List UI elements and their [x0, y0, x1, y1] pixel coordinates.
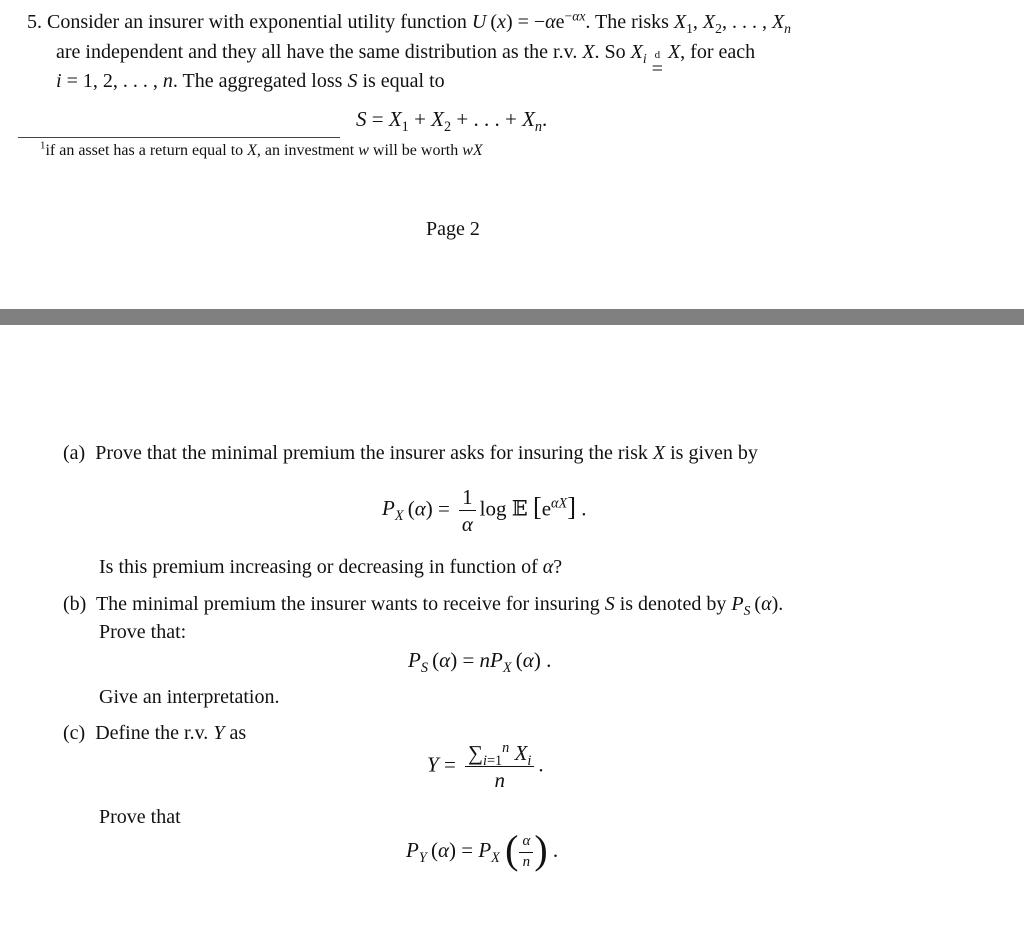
- problem-line3-end: is equal to: [362, 70, 445, 92]
- part-b-label: (b): [63, 593, 87, 615]
- problem-number: 5.: [27, 11, 42, 33]
- part-c-prove: Prove that: [99, 806, 181, 828]
- footnote-end: will be worth: [372, 142, 459, 159]
- footnote-marker: 1: [40, 139, 46, 152]
- part-a-label: (a): [63, 442, 86, 464]
- part-a-line: (a) Prove that the minimal premium the insurer asks for insuring the risk X is given by: [63, 442, 758, 464]
- problem-line-2: are independent and they all have the same distribution as the r.v. X. So $X_i$ d = X, for each: [56, 41, 756, 80]
- footnote-rule: [18, 137, 340, 138]
- problem-line2-so: . So: [594, 41, 626, 63]
- part-a-question-text: Is this premium increasing or decreasing in function of: [99, 556, 538, 578]
- part-b-prove: Prove that:: [99, 621, 187, 643]
- page-label: Page 2: [426, 218, 480, 240]
- part-c-line: (c) Define the r.v. Y as: [63, 722, 247, 744]
- part-a-question: Is this premium increasing or decreasing in function of α?: [99, 556, 563, 578]
- problem-line-3: i = 1, 2, . . . , n. The aggregated loss S is equal to: [56, 70, 445, 92]
- problem-line-1: 5. Consider an insurer with exponential utility function U $(x) = -\alpha e^{-\alpha x}$. The risks $X_1$, $X_2$, . . . , $X_n$: [27, 8, 791, 36]
- problem-line2-text: are independent and they all have the same distribution as the r.v.: [56, 41, 578, 63]
- problem-line1-mid: . The risks: [585, 11, 669, 33]
- footnote-text: if an asset has a return equal to: [45, 142, 244, 159]
- y-definition-formula: Y = $\frac{\sum_{i=1}^n X_i}{n}$ .: [427, 740, 544, 793]
- premium-formula-s: $P_S$ $(\alpha) = nP_X$ (α) .: [408, 648, 552, 677]
- premium-formula-x: $P_X$ (α) = $\frac{1}{\alpha}$ log 𝔼 $[e^{\alpha X}]$ .: [382, 485, 587, 537]
- part-b-interpretation: Give an interpretation.: [99, 686, 280, 708]
- part-b-line: (b) The minimal premium the insurer wants to receive for insuring S is denoted by $P_S$ (α).: [63, 593, 784, 618]
- problem-line2-for-each: , for each: [680, 41, 756, 63]
- part-c-text-end: as: [229, 722, 247, 744]
- part-c-label: (c): [63, 722, 86, 744]
- part-b-text-mid: is denoted by: [619, 593, 727, 615]
- equal-in-distribution-symbol: d =: [651, 49, 663, 80]
- problem-line3-text: . The aggregated loss: [172, 70, 343, 92]
- aggregate-loss-formula: $S = X_1 + X_2$ + . . . + $X_n$.: [356, 107, 548, 136]
- part-b-text: The minimal premium the insurer wants to receive for insuring: [95, 593, 600, 615]
- footnote-mid: , an investment: [256, 142, 355, 159]
- part-c-text: Define the r.v.: [95, 722, 209, 744]
- premium-formula-y: $P_Y$ $(\alpha) = P_X$ ( $\frac{\alpha}{n}$ ) .: [406, 827, 559, 872]
- part-a-text: Prove that the minimal premium the insurer asks for insuring the risk: [95, 442, 648, 464]
- problem-line1-text: Consider an insurer with exponential utility function: [47, 11, 467, 33]
- footnote: $^1$if an asset has a return equal to X, an investment w will be worth wX: [40, 139, 483, 159]
- part-a-text-end: is given by: [670, 442, 758, 464]
- page-separator: [0, 309, 1024, 325]
